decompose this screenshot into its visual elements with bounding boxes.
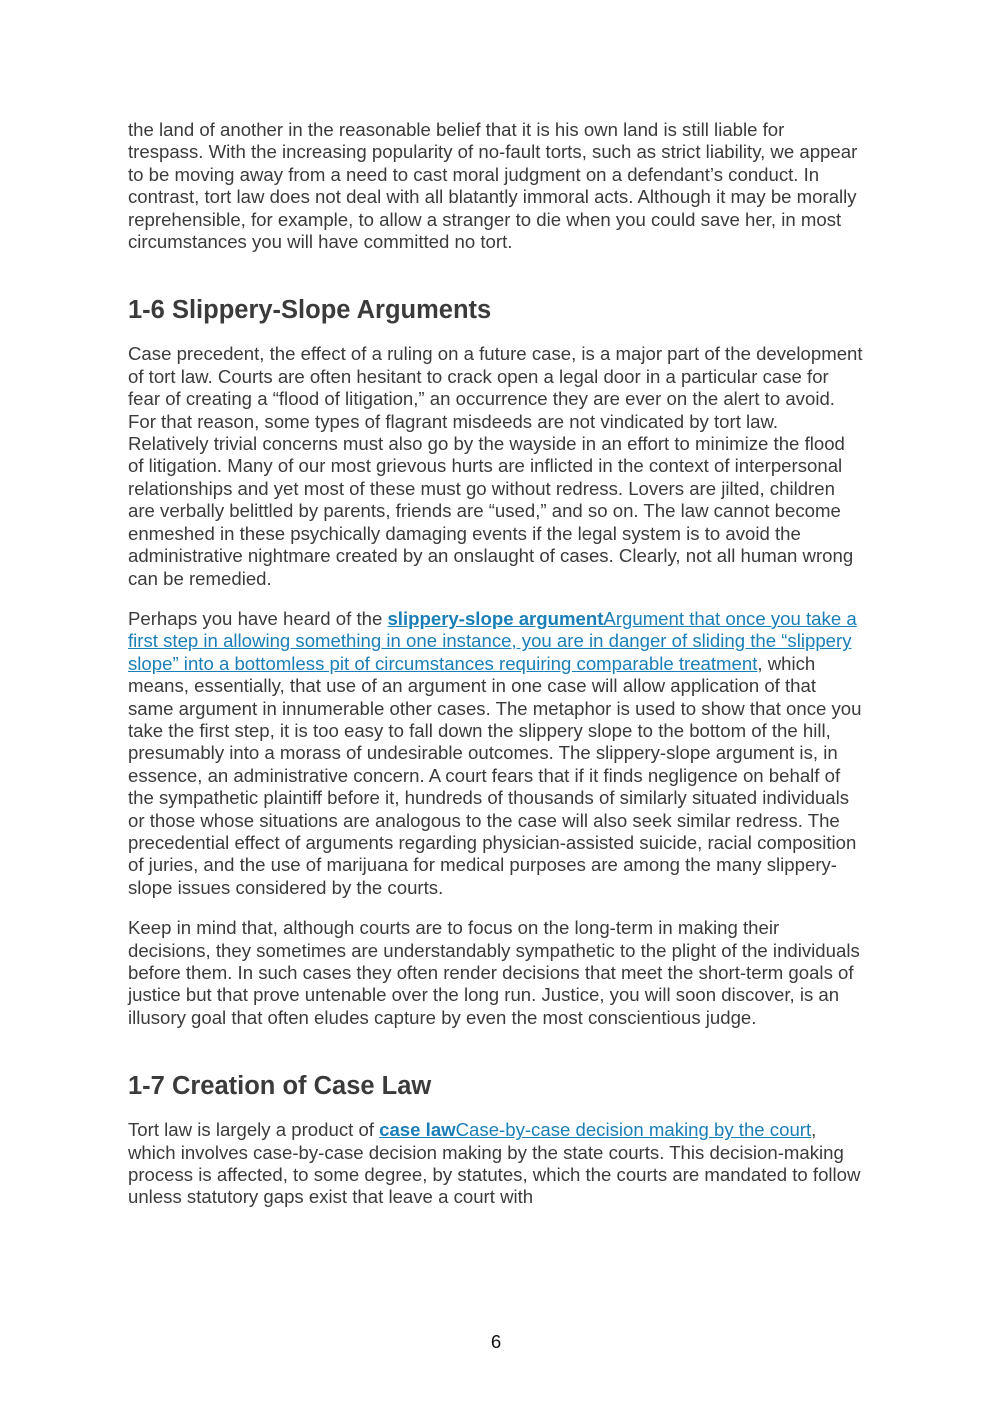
paragraph-slippery-slope (128, 608, 863, 899)
paragraph-intro: the land of another in the reasonable belief that it is his own land is still liable for trespass. With the increasing popularity of no-fault torts, such as strict liability, we appear to be moving away from a need to cast moral judgment on a defendant’s conduct. In contrast, tort law does not deal with all blatantly immoral acts. Although it may be morally reprehensible, for example, to allow a stranger to die when you could save her, in most circumstances you will have committed no tort. (128, 119, 858, 253)
paragraph-text: , which means, essentially, that use of an argument in one case will allow application of that same argument in innumerable other cases. The metaphor is used to show that once you take the first step, it is too easy to fall down the slippery slope to the bottom of the hill, presumably into a morass of undesirable outcomes. The slippery-slope argument is, in essence, an administrative concern. A court fears that if it finds negligence on behalf of the sympathetic plaintiff before it, hundreds of thousands of similarly situated individuals or those whose situations are analogous to the case will also seek similar redress. The precedential effect of arguments regarding physician-assisted suicide, racial composition of juries, and the use of marijuana for medical purposes are among the many slippery-slope issues considered by the courts. (128, 652, 862, 898)
slippery-slope-term: slippery-slope argument (387, 607, 604, 629)
paragraph-text: Perhaps you have heard of the (128, 607, 388, 629)
paragraph-text: , which involves case-by-case decision making by the state courts. This decision-making process is affected, to some degree, by statutes, which the courts are mandated to follow unless statutory gaps exist that leave a court with (128, 1119, 861, 1208)
case-law-term: case law (379, 1119, 456, 1141)
paragraph-text: Tort law is largely a product of (128, 1119, 380, 1141)
heading-creation-of-case-law: 1-7 Creation of Case Law (128, 1072, 432, 1101)
paragraph-case-law (128, 1119, 863, 1209)
slippery-slope-definition: Argument that once you take a first step in allowing something in one instance, you are in danger of sliding the “slippery slope” into a bottomless pit of circumstances requiring comparable treatment (128, 607, 857, 674)
paragraph-case-precedent: Case precedent, the effect of a ruling on a future case, is a major part of the development of tort law. Courts are often hesitant to crack open a legal door in a particular case for fear of creating a “flood of litigation,” an occurrence they are ever on the alert to avoid. For that reason, some types of flagrant misdeeds are not vindicated by tort law. Relatively trivial concerns must also go by the wayside in an effort to minimize the flood of litigation. Many of our most grievous hurts are inflicted in the context of interpersonal relationships and yet most of these must go without redress. Lovers are jilted, children are verbally belittled by parents, friends are “used,” and so on. The law cannot become enmeshed in these psychically damaging events if the legal system is to avoid the administrative nightmare created by an onslaught of cases. Clearly, not all human wrong can be remedied. (128, 343, 863, 589)
heading-slippery-slope-arguments: 1-6 Slippery-Slope Arguments (128, 296, 492, 325)
case-law-definition: Case-by-case decision making by the court (455, 1119, 812, 1141)
paragraph-keep-in-mind: Keep in mind that, although courts are to focus on the long-term in making their decisions, they sometimes are understandably sympathetic to the plight of the individuals before them. In such cases they often render decisions that meet the short-term goals of justice but that prove untenable over the long run. Justice, you will soon discover, is an illusory goal that often eludes capture by even the most conscientious judge. (128, 917, 860, 1028)
document-page (128, 119, 863, 1209)
case-law-link[interactable] (379, 1119, 811, 1140)
page-number: 6 (490, 1331, 502, 1352)
